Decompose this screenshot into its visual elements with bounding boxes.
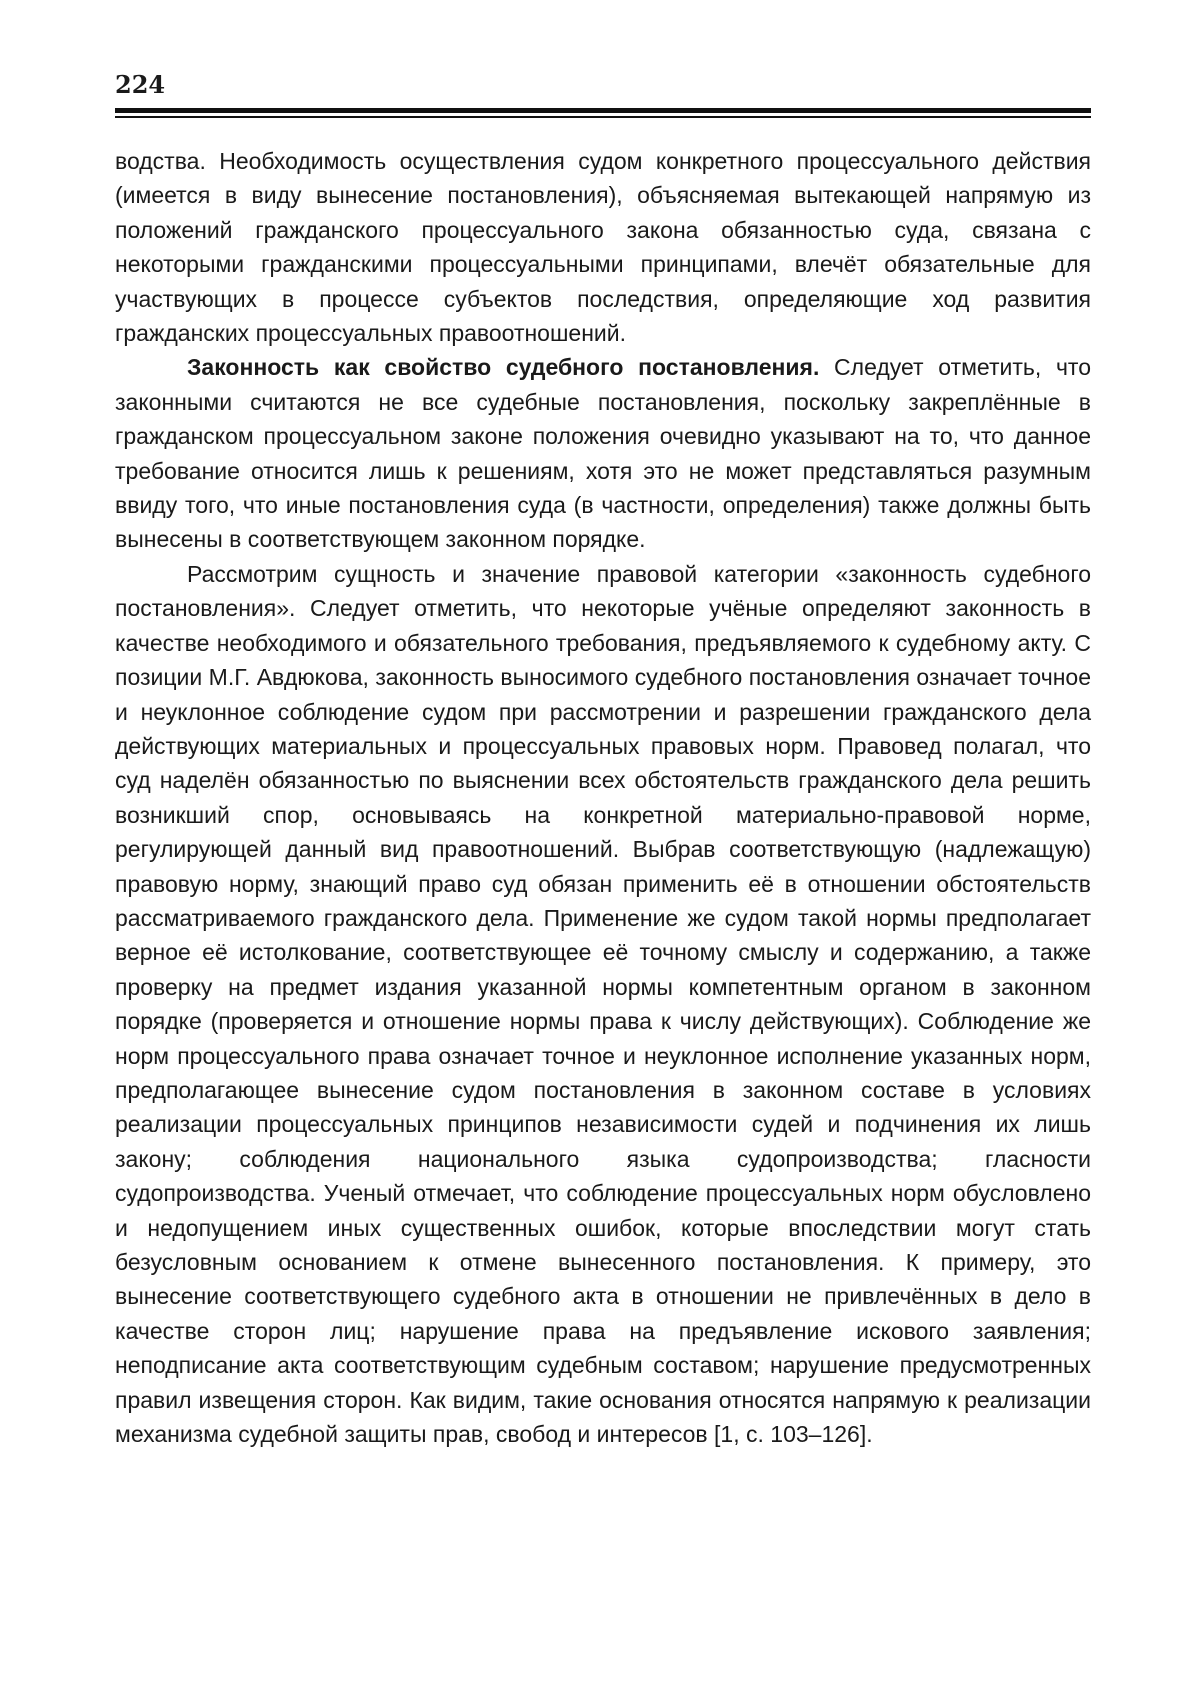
page-number: 224	[115, 70, 166, 99]
paragraph-legality	[115, 350, 1091, 556]
paragraph-continuation: водства. Необходимость осуществления судом конкретного процессуального действия (имеется в виду вынесение постановления), объясняемая вытекающей напрямую из положений гражданского процессуального закона обязанностью суда, связана с некоторыми гражданскими процессуальными принципами, влечёт обязательные для участвующих в процессе субъектов последствия, определяющие ход развития гражданских процессуальных правоотношений.	[115, 148, 1091, 347]
paragraph-legality-text: Следует отметить, что законными считаются не все судебные постановления, поскольку закреплённые в гражданском процессуальном законе положения очевидно указывают на то, что данное требование относится лишь к решениям, хотя это не может представляться разумным ввиду того, что иные постановления суда (в частности, определения) также должны быть вынесены в соответствующем законном порядке.	[115, 354, 1091, 553]
page-body	[115, 144, 1091, 1451]
header-rule-thick	[115, 108, 1091, 113]
section-heading-inline: Законность как свойство судебного постановления.	[187, 354, 820, 381]
paragraph-avdyukov: Рассмотрим сущность и значение правовой категории «законность судебного постановления». Следует отметить, что некоторые учёные определяют законность в качестве необходимого и обязательного требования, предъявляемого к судебному акту. С позиции М.Г. Авдюкова, законность выносимого судебного постановления означает точное и неуклонное соблюдение судом при рассмотрении и разрешении гражданского дела действующих материальных и процессуальных правовых норм. Правовед полагал, что суд наделён обязанностью по выяснении всех обстоятельств гражданского дела решить возникший спор, основываясь на конкретной материально-правовой норме, регулирующей данный вид правоотношений. Выбрав соответствующую (надлежащую) правовую норму, знающий право суд обязан применить её в отношении обстоятельств рассматриваемого гражданского дела. Применение же судом такой нормы предполагает верное её истолкование, соответствующее её точному смыслу и содержанию, а также проверку на предмет издания указанной нормы компетентным органом в законном порядке (проверяется и отношение нормы права к числу действующих). Соблюдение же норм процессуального права означает точное и неуклонное исполнение указанных норм, предполагающее вынесение судом постановления в законном составе в условиях реализации процессуальных принципов независимости судей и подчинения их лишь закону; соблюдения национального языка судопроизводства; гласности судопроизводства. Ученый отмечает, что соблюдение процессуальных норм обусловлено и недопущением иных существенных ошибок, которые впоследствии могут стать безусловным основанием к отмене вынесенного постановления. К примеру, это вынесение соответствующего судебного акта в отношении не привлечённых в дело в качестве сторон лиц; нарушение права на предъявление искового заявления; неподписание акта соответствующим судебным составом; нарушение предусмотренных правил извещения сторон. Как видим, такие основания относятся напрямую к реализации механизма судебной защиты прав, свобод и интересов [1, с. 103–126].	[115, 560, 1091, 1448]
header-rule-thin	[115, 116, 1091, 118]
